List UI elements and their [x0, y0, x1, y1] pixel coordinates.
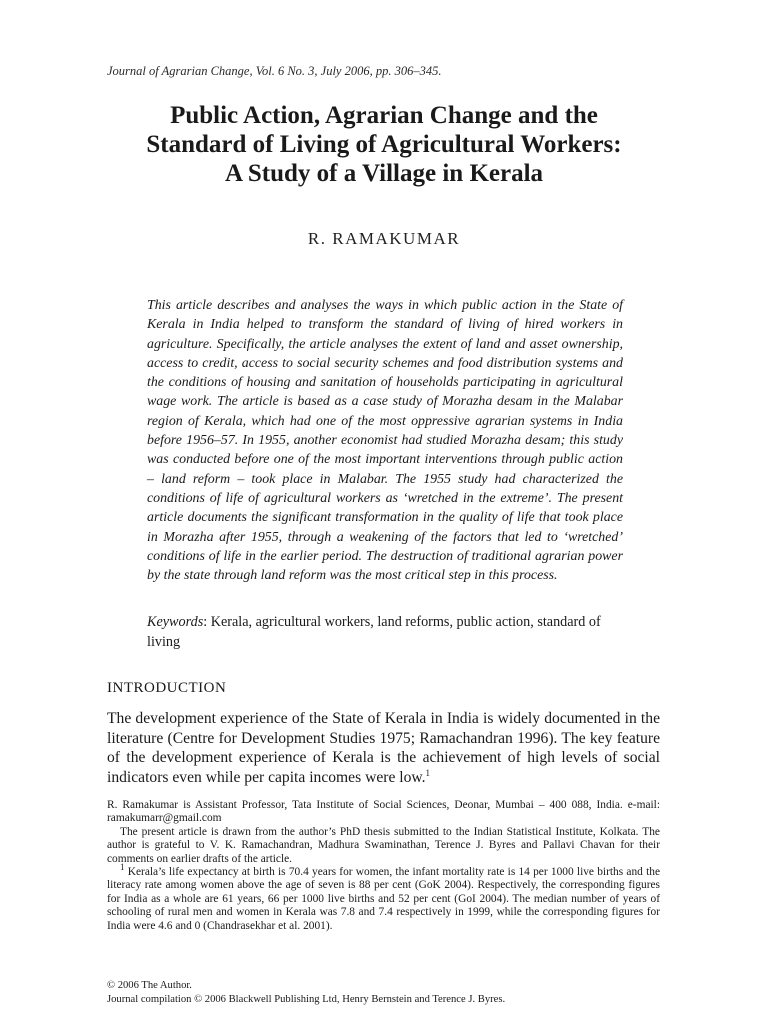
copyright-line: © 2006 The Author.	[107, 980, 192, 991]
introduction-paragraph	[107, 709, 660, 787]
journal-citation: Journal of Agrarian Change, Vol. 6 No. 3, July 2006, pp. 306–345.	[107, 64, 442, 78]
footnote-reference: 1	[425, 767, 431, 778]
title-line-2: Standard of Living of Agricultural Workers:	[146, 131, 622, 158]
title-line-1: Public Action, Agrarian Change and the	[170, 102, 598, 129]
footnote-1-text: Kerala’s life expectancy at birth is 70.4 years for women, the infant mortality rate is 14 per 1000 live births and the literacy rate among women above the age of seven is 88 per cent (GoK 2004). Respectively, the corresponding figures for India as a whole are 61 years, 66 per 1000 live births and 52 per cent (GoI 2004). The median number of years of schooling of rural men and women in Kerala was 7.8 and 7.4 respectively in 1999, while the corresponding figures for India were 4.6 and 0 (Chandrasekhar et al. 2001).	[107, 866, 661, 932]
introduction-text: The development experience of the State of Kerala in India is widely documented in the literature (Centre for Development Studies 1975; Ramachandran 1996). The key feature of the development experience of Kerala is the achievement of high levels of social indicators even while per capita incomes were low.	[107, 710, 660, 786]
author-affiliation-note: R. Ramakumar is Assistant Professor, Tata Institute of Social Sciences, Deonar, Mumbai – 400 088, India. e-mail: ramakumarr@gmail.com	[107, 799, 660, 825]
footnote-1	[107, 862, 661, 933]
copyright-footer	[107, 979, 667, 1007]
section-heading-introduction: INTRODUCTION	[107, 680, 227, 696]
title-line-3: A Study of a Village in Kerala	[224, 160, 544, 187]
keywords-label: Keywords	[147, 614, 204, 630]
footnotes	[107, 799, 660, 933]
keywords-list: Kerala, agricultural workers, land reforms, public action, standard of living	[147, 614, 601, 650]
journal-compilation-line: Journal compilation © 2006 Blackwell Publishing Ltd, Henry Bernstein and Terence J. Byres.	[107, 994, 506, 1005]
author-name: R. RAMAKUMAR	[307, 229, 461, 248]
acknowledgement-note: The present article is drawn from the author’s PhD thesis submitted to the Indian Statistical Institute, Kolkata. The author is grateful to V. K. Ramachandran, Madhura Swaminathan, Terence J. Byres and Pallavi Chavan for their comments on earlier drafts of the article.	[107, 825, 660, 865]
abstract: This article describes and analyses the ways in which public action in the State of Kerala in India helped to transform the standard of living of hired workers in agriculture. Specifically, the article analyses the extent of land and asset ownership, access to credit, access to social security schemes and food distribution systems and the conditions of housing and sanitation of households participating in agricultural wage work. The article is based as a case study of Morazha desam in the Malabar region of Kerala, which had one of the most oppressive agrarian systems in India before 1956–57. In 1955, another economist had studied Morazha desam; this study was conducted before one of the most important interventions through public action – land reform – took place in Malabar. The 1955 study had characterized the conditions of life of agricultural workers as ‘wretched in the extreme’. The present article documents the significant transformation in the quality of life that took place in Morazha after 1955, through a weakening of the factors that led to ‘wretched’ conditions of life in the earlier period. The destruction of traditional agrarian power by the state through land reform was the most critical step in this process.	[147, 298, 623, 584]
footnote-1-marker: 1	[120, 862, 125, 873]
keywords: Keywords: Kerala, agricultural workers, land reforms, public action, standard of living	[147, 614, 601, 650]
article-title	[96, 101, 672, 188]
